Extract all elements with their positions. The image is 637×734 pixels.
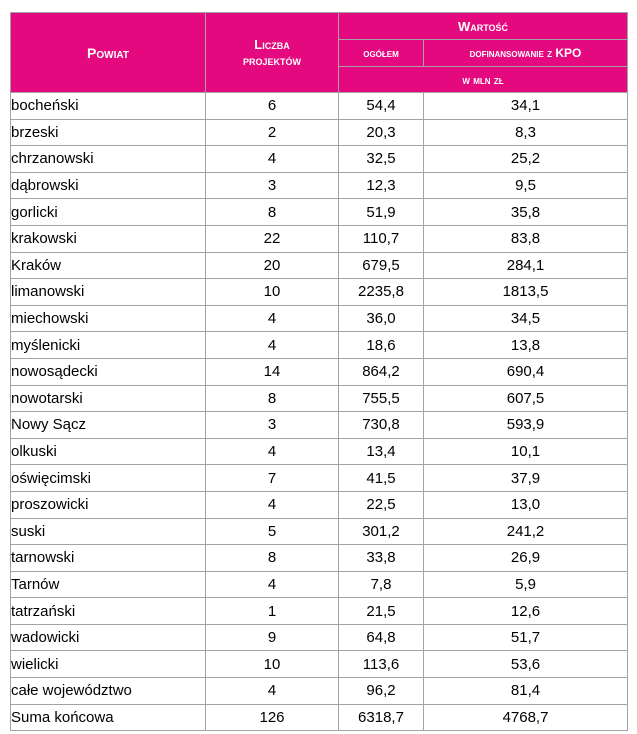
cell-liczba: 8 — [206, 199, 339, 226]
cell-ogolem: 679,5 — [339, 252, 424, 279]
projects-table — [10, 12, 628, 731]
cell-liczba: 4 — [206, 438, 339, 465]
table-row — [11, 119, 628, 146]
cell-kpo: 12,6 — [424, 598, 628, 625]
cell-powiat: brzeski — [11, 119, 206, 146]
cell-kpo: 25,2 — [424, 146, 628, 173]
cell-liczba: 4 — [206, 571, 339, 598]
cell-liczba: 10 — [206, 651, 339, 678]
header-wartosc: Wartość — [339, 13, 628, 40]
cell-powiat: Suma końcowa — [11, 704, 206, 731]
cell-kpo: 690,4 — [424, 358, 628, 385]
table-row — [11, 518, 628, 545]
cell-liczba: 4 — [206, 146, 339, 173]
table-row — [11, 678, 628, 705]
cell-ogolem: 51,9 — [339, 199, 424, 226]
table-row — [11, 199, 628, 226]
cell-kpo: 26,9 — [424, 545, 628, 572]
cell-ogolem: 113,6 — [339, 651, 424, 678]
table-row — [11, 412, 628, 439]
cell-powiat: limanowski — [11, 279, 206, 306]
cell-ogolem: 32,5 — [339, 146, 424, 173]
cell-kpo: 593,9 — [424, 412, 628, 439]
cell-powiat: Nowy Sącz — [11, 412, 206, 439]
cell-ogolem: 864,2 — [339, 358, 424, 385]
table-row — [11, 225, 628, 252]
cell-powiat: krakowski — [11, 225, 206, 252]
header-liczba-projektow — [206, 13, 339, 93]
table-row — [11, 385, 628, 412]
cell-ogolem: 12,3 — [339, 172, 424, 199]
header-powiat: Powiat — [11, 13, 206, 93]
cell-kpo: 35,8 — [424, 199, 628, 226]
cell-kpo: 13,8 — [424, 332, 628, 359]
cell-kpo: 51,7 — [424, 624, 628, 651]
header-dofinansowanie-kpo: dofinansowanie z KPO — [424, 40, 628, 67]
table-body — [11, 93, 628, 731]
cell-liczba: 8 — [206, 545, 339, 572]
cell-ogolem: 20,3 — [339, 119, 424, 146]
cell-liczba: 9 — [206, 624, 339, 651]
cell-kpo: 241,2 — [424, 518, 628, 545]
cell-powiat: dąbrowski — [11, 172, 206, 199]
cell-powiat: myślenicki — [11, 332, 206, 359]
table-row — [11, 252, 628, 279]
cell-ogolem: 36,0 — [339, 305, 424, 332]
cell-kpo: 5,9 — [424, 571, 628, 598]
cell-ogolem: 96,2 — [339, 678, 424, 705]
cell-ogolem: 18,6 — [339, 332, 424, 359]
cell-ogolem: 730,8 — [339, 412, 424, 439]
cell-liczba: 4 — [206, 491, 339, 518]
cell-kpo: 81,4 — [424, 678, 628, 705]
cell-kpo: 53,6 — [424, 651, 628, 678]
cell-powiat: suski — [11, 518, 206, 545]
cell-powiat: Kraków — [11, 252, 206, 279]
table-row — [11, 438, 628, 465]
table-header — [11, 13, 628, 93]
table-row — [11, 279, 628, 306]
cell-liczba: 22 — [206, 225, 339, 252]
cell-powiat: chrzanowski — [11, 146, 206, 173]
cell-liczba: 7 — [206, 465, 339, 492]
table-row — [11, 704, 628, 731]
header-liczba-line2: projektów — [242, 52, 301, 68]
cell-liczba: 14 — [206, 358, 339, 385]
cell-kpo: 9,5 — [424, 172, 628, 199]
cell-liczba: 4 — [206, 332, 339, 359]
cell-kpo: 284,1 — [424, 252, 628, 279]
cell-ogolem: 21,5 — [339, 598, 424, 625]
cell-powiat: olkuski — [11, 438, 206, 465]
cell-ogolem: 2235,8 — [339, 279, 424, 306]
cell-powiat: wielicki — [11, 651, 206, 678]
header-row-1 — [11, 13, 628, 40]
cell-ogolem: 41,5 — [339, 465, 424, 492]
cell-liczba: 3 — [206, 172, 339, 199]
cell-ogolem: 110,7 — [339, 225, 424, 252]
table-row — [11, 624, 628, 651]
header-liczba-line1: Liczba — [254, 36, 290, 52]
table-row — [11, 332, 628, 359]
cell-ogolem: 6318,7 — [339, 704, 424, 731]
cell-powiat: Tarnów — [11, 571, 206, 598]
cell-liczba: 10 — [206, 279, 339, 306]
cell-liczba: 5 — [206, 518, 339, 545]
cell-ogolem: 301,2 — [339, 518, 424, 545]
cell-liczba: 3 — [206, 412, 339, 439]
cell-kpo: 1813,5 — [424, 279, 628, 306]
cell-liczba: 2 — [206, 119, 339, 146]
cell-liczba: 4 — [206, 305, 339, 332]
cell-powiat: tatrzański — [11, 598, 206, 625]
cell-kpo: 34,1 — [424, 93, 628, 120]
cell-kpo: 34,5 — [424, 305, 628, 332]
cell-liczba: 6 — [206, 93, 339, 120]
header-unit: w mln zł — [339, 67, 628, 93]
cell-kpo: 83,8 — [424, 225, 628, 252]
header-ogolem: ogółem — [339, 40, 424, 67]
cell-ogolem: 13,4 — [339, 438, 424, 465]
cell-kpo: 13,0 — [424, 491, 628, 518]
cell-powiat: bocheński — [11, 93, 206, 120]
cell-kpo: 37,9 — [424, 465, 628, 492]
cell-ogolem: 64,8 — [339, 624, 424, 651]
cell-powiat: wadowicki — [11, 624, 206, 651]
cell-powiat: nowosądecki — [11, 358, 206, 385]
table-row — [11, 651, 628, 678]
cell-liczba: 1 — [206, 598, 339, 625]
cell-liczba: 126 — [206, 704, 339, 731]
cell-powiat: gorlicki — [11, 199, 206, 226]
cell-powiat: proszowicki — [11, 491, 206, 518]
cell-kpo: 8,3 — [424, 119, 628, 146]
cell-powiat: nowotarski — [11, 385, 206, 412]
table-row — [11, 491, 628, 518]
cell-kpo: 607,5 — [424, 385, 628, 412]
cell-kpo: 4768,7 — [424, 704, 628, 731]
cell-ogolem: 7,8 — [339, 571, 424, 598]
cell-liczba: 20 — [206, 252, 339, 279]
table-row — [11, 358, 628, 385]
cell-ogolem: 54,4 — [339, 93, 424, 120]
cell-powiat: tarnowski — [11, 545, 206, 572]
table-row — [11, 305, 628, 332]
table-row — [11, 598, 628, 625]
cell-kpo: 10,1 — [424, 438, 628, 465]
table-row — [11, 571, 628, 598]
cell-powiat: miechowski — [11, 305, 206, 332]
cell-ogolem: 33,8 — [339, 545, 424, 572]
cell-powiat: całe województwo — [11, 678, 206, 705]
table-row — [11, 93, 628, 120]
cell-liczba: 8 — [206, 385, 339, 412]
cell-liczba: 4 — [206, 678, 339, 705]
cell-ogolem: 755,5 — [339, 385, 424, 412]
table-row — [11, 545, 628, 572]
table-row — [11, 146, 628, 173]
table-row — [11, 465, 628, 492]
cell-ogolem: 22,5 — [339, 491, 424, 518]
cell-powiat: oświęcimski — [11, 465, 206, 492]
table-row — [11, 172, 628, 199]
